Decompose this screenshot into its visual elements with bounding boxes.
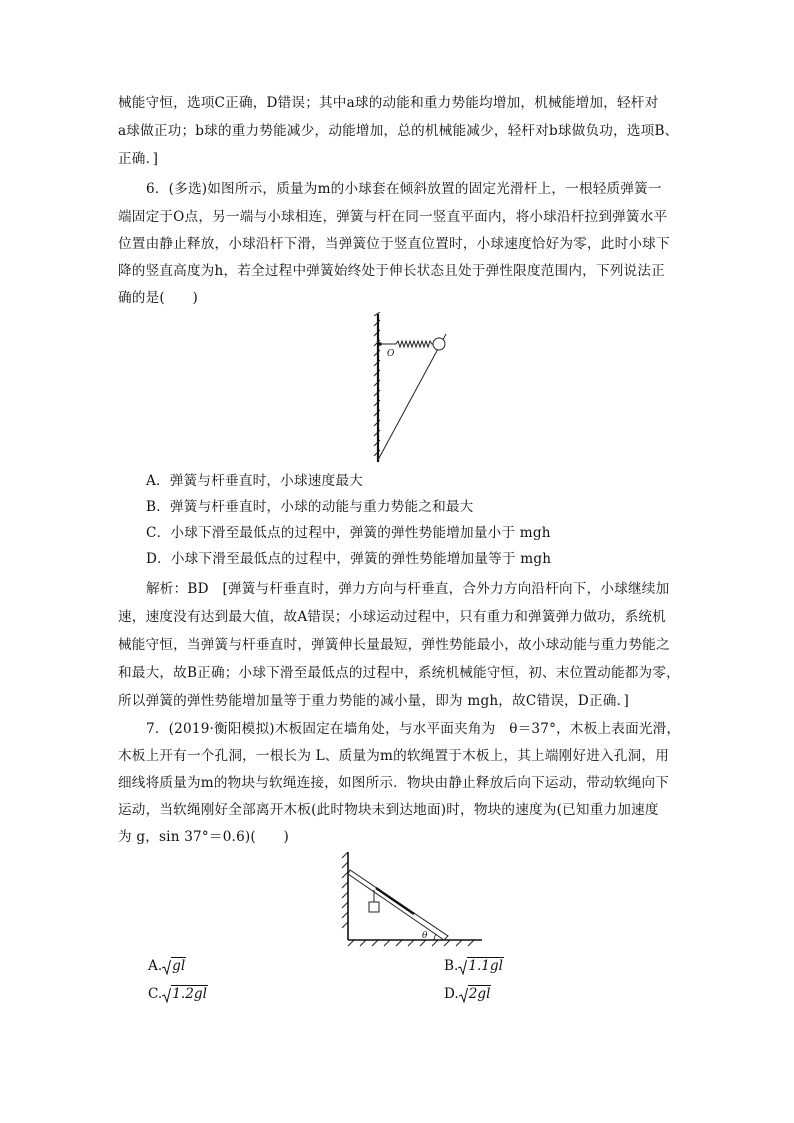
rope <box>376 888 414 914</box>
ground-hatch <box>348 940 474 946</box>
ball <box>433 338 445 350</box>
q7-choice-d <box>444 984 491 1005</box>
label-O: O <box>387 349 395 359</box>
q6-stem-line-2: 端固定于O点，另一端与小球相连，弹簧与杆在同一竖直平面内，将小球沿杆拉到弹簧水平 <box>118 209 668 225</box>
q7-choice-d-letter: D. <box>444 986 459 1002</box>
q6-spring-rod-figure <box>360 312 460 470</box>
prev-solution-line-2: a球做正功；b球的重力势能减少，动能增加，总的机械能减少，轻杆对b球做负功，选项B、 <box>118 123 679 139</box>
q7-choice-b-letter: B. <box>444 958 459 974</box>
board <box>348 870 448 940</box>
q7-stem-line-1: 7．(2019·衡阳模拟)木板固定在墙角处，与水平面夹角为 θ＝37°，木板上表面光滑， <box>146 721 681 737</box>
label-theta: θ <box>422 931 428 941</box>
wall-hatch <box>342 852 348 928</box>
q6-stem-line-4: 降的竖直高度为h，若全过程中弹簧始终处于伸长状态且处于弹性限度范围内，下列说法正 <box>118 263 665 279</box>
q7-choice-b-value: 1.1gl <box>468 958 503 974</box>
q7-stem-line-3: 细线将质量为m的物块与软绳连接，如图所示．物块由静止释放后向下运动，带动软绳向下 <box>118 775 670 791</box>
q7-choice-d-value: 2gl <box>468 986 491 1002</box>
q6-solution-line-3: 械能守恒，当弹簧与杆垂直时，弹簧伸长量最短，弹性势能最小，故小球动能与重力势能之 <box>118 637 670 653</box>
q6-solution-line-1: 解析：BD [弹簧与杆垂直时，弹力方向与杆垂直，合外力方向沿杆向下，小球继续加 <box>146 581 670 597</box>
q7-choice-a <box>148 956 186 977</box>
q7-choice-a-letter: A. <box>148 958 163 974</box>
q6-option-c: C．小球下滑至最低点的过程中，弹簧的弹性势能增加量小于 mgh <box>146 525 551 541</box>
q7-stem-line-2: 木板上开有一个孔洞，一根长为 L、质量为m的软绳置于木板上，其上端刚好进入孔洞，用 <box>118 748 669 764</box>
q6-solution-line-4: 和最大，故B正确；小球下滑至最低点的过程中，系统机械能守恒，初、末位置动能都为零， <box>118 665 680 681</box>
q6-stem-line-5: 确的是( ) <box>118 290 198 306</box>
q7-stem-line-4: 运动，当软绳刚好全部离开木板(此时物块未到达地面)时，物块的速度为(已知重力加速度 <box>118 802 659 818</box>
sqrt-symbol <box>162 985 171 1005</box>
q6-stem-line-3: 位置由静止释放，小球沿杆下滑，当弹簧位于竖直位置时，小球速度恰好为零，此时小球下 <box>118 236 670 252</box>
q6-solution-line-2: 速，速度没有达到最大值，故A错误；小球运动过程中，只有重力和弹簧弹力做功，系统机 <box>118 609 666 625</box>
q7-choice-c-value: 1.2gl <box>172 986 207 1002</box>
spring <box>380 341 434 347</box>
q7-choice-c-letter: C. <box>148 986 163 1002</box>
q6-option-b: B．弹簧与杆垂直时，小球的动能与重力势能之和最大 <box>146 499 474 515</box>
q6-option-d: D．小球下滑至最低点的过程中，弹簧的弹性势能增加量等于 mgh <box>146 551 552 567</box>
q6-option-a: A．弹簧与杆垂直时，小球速度最大 <box>146 473 363 489</box>
q7-choice-c <box>148 984 208 1005</box>
q7-stem-line-5: 为 g，sin 37°＝0.6)( ) <box>118 829 290 845</box>
block <box>369 902 379 912</box>
sqrt-symbol <box>162 957 171 977</box>
sqrt-symbol <box>458 957 467 977</box>
prev-solution-line-3: 正确．] <box>118 151 159 167</box>
q7-incline-figure <box>336 852 486 948</box>
sqrt-symbol <box>459 985 468 1005</box>
q7-choice-b <box>444 956 504 977</box>
prev-solution-line-1: 械能守恒，选项C正确，D错误；其中a球的动能和重力势能均增加，机械能增加，轻杆对 <box>118 95 659 111</box>
q7-choice-a-value: gl <box>172 958 186 974</box>
q6-stem-line-1: 6．(多选)如图所示，质量为m的小球套在倾斜放置的固定光滑杆上，一根轻质弹簧一 <box>146 181 662 197</box>
angle-arc <box>434 934 436 940</box>
q6-solution-line-5: 所以弹簧的弹性势能增加量等于重力势能的减小量，即为 mgh，故C错误，D正确．] <box>118 693 630 709</box>
